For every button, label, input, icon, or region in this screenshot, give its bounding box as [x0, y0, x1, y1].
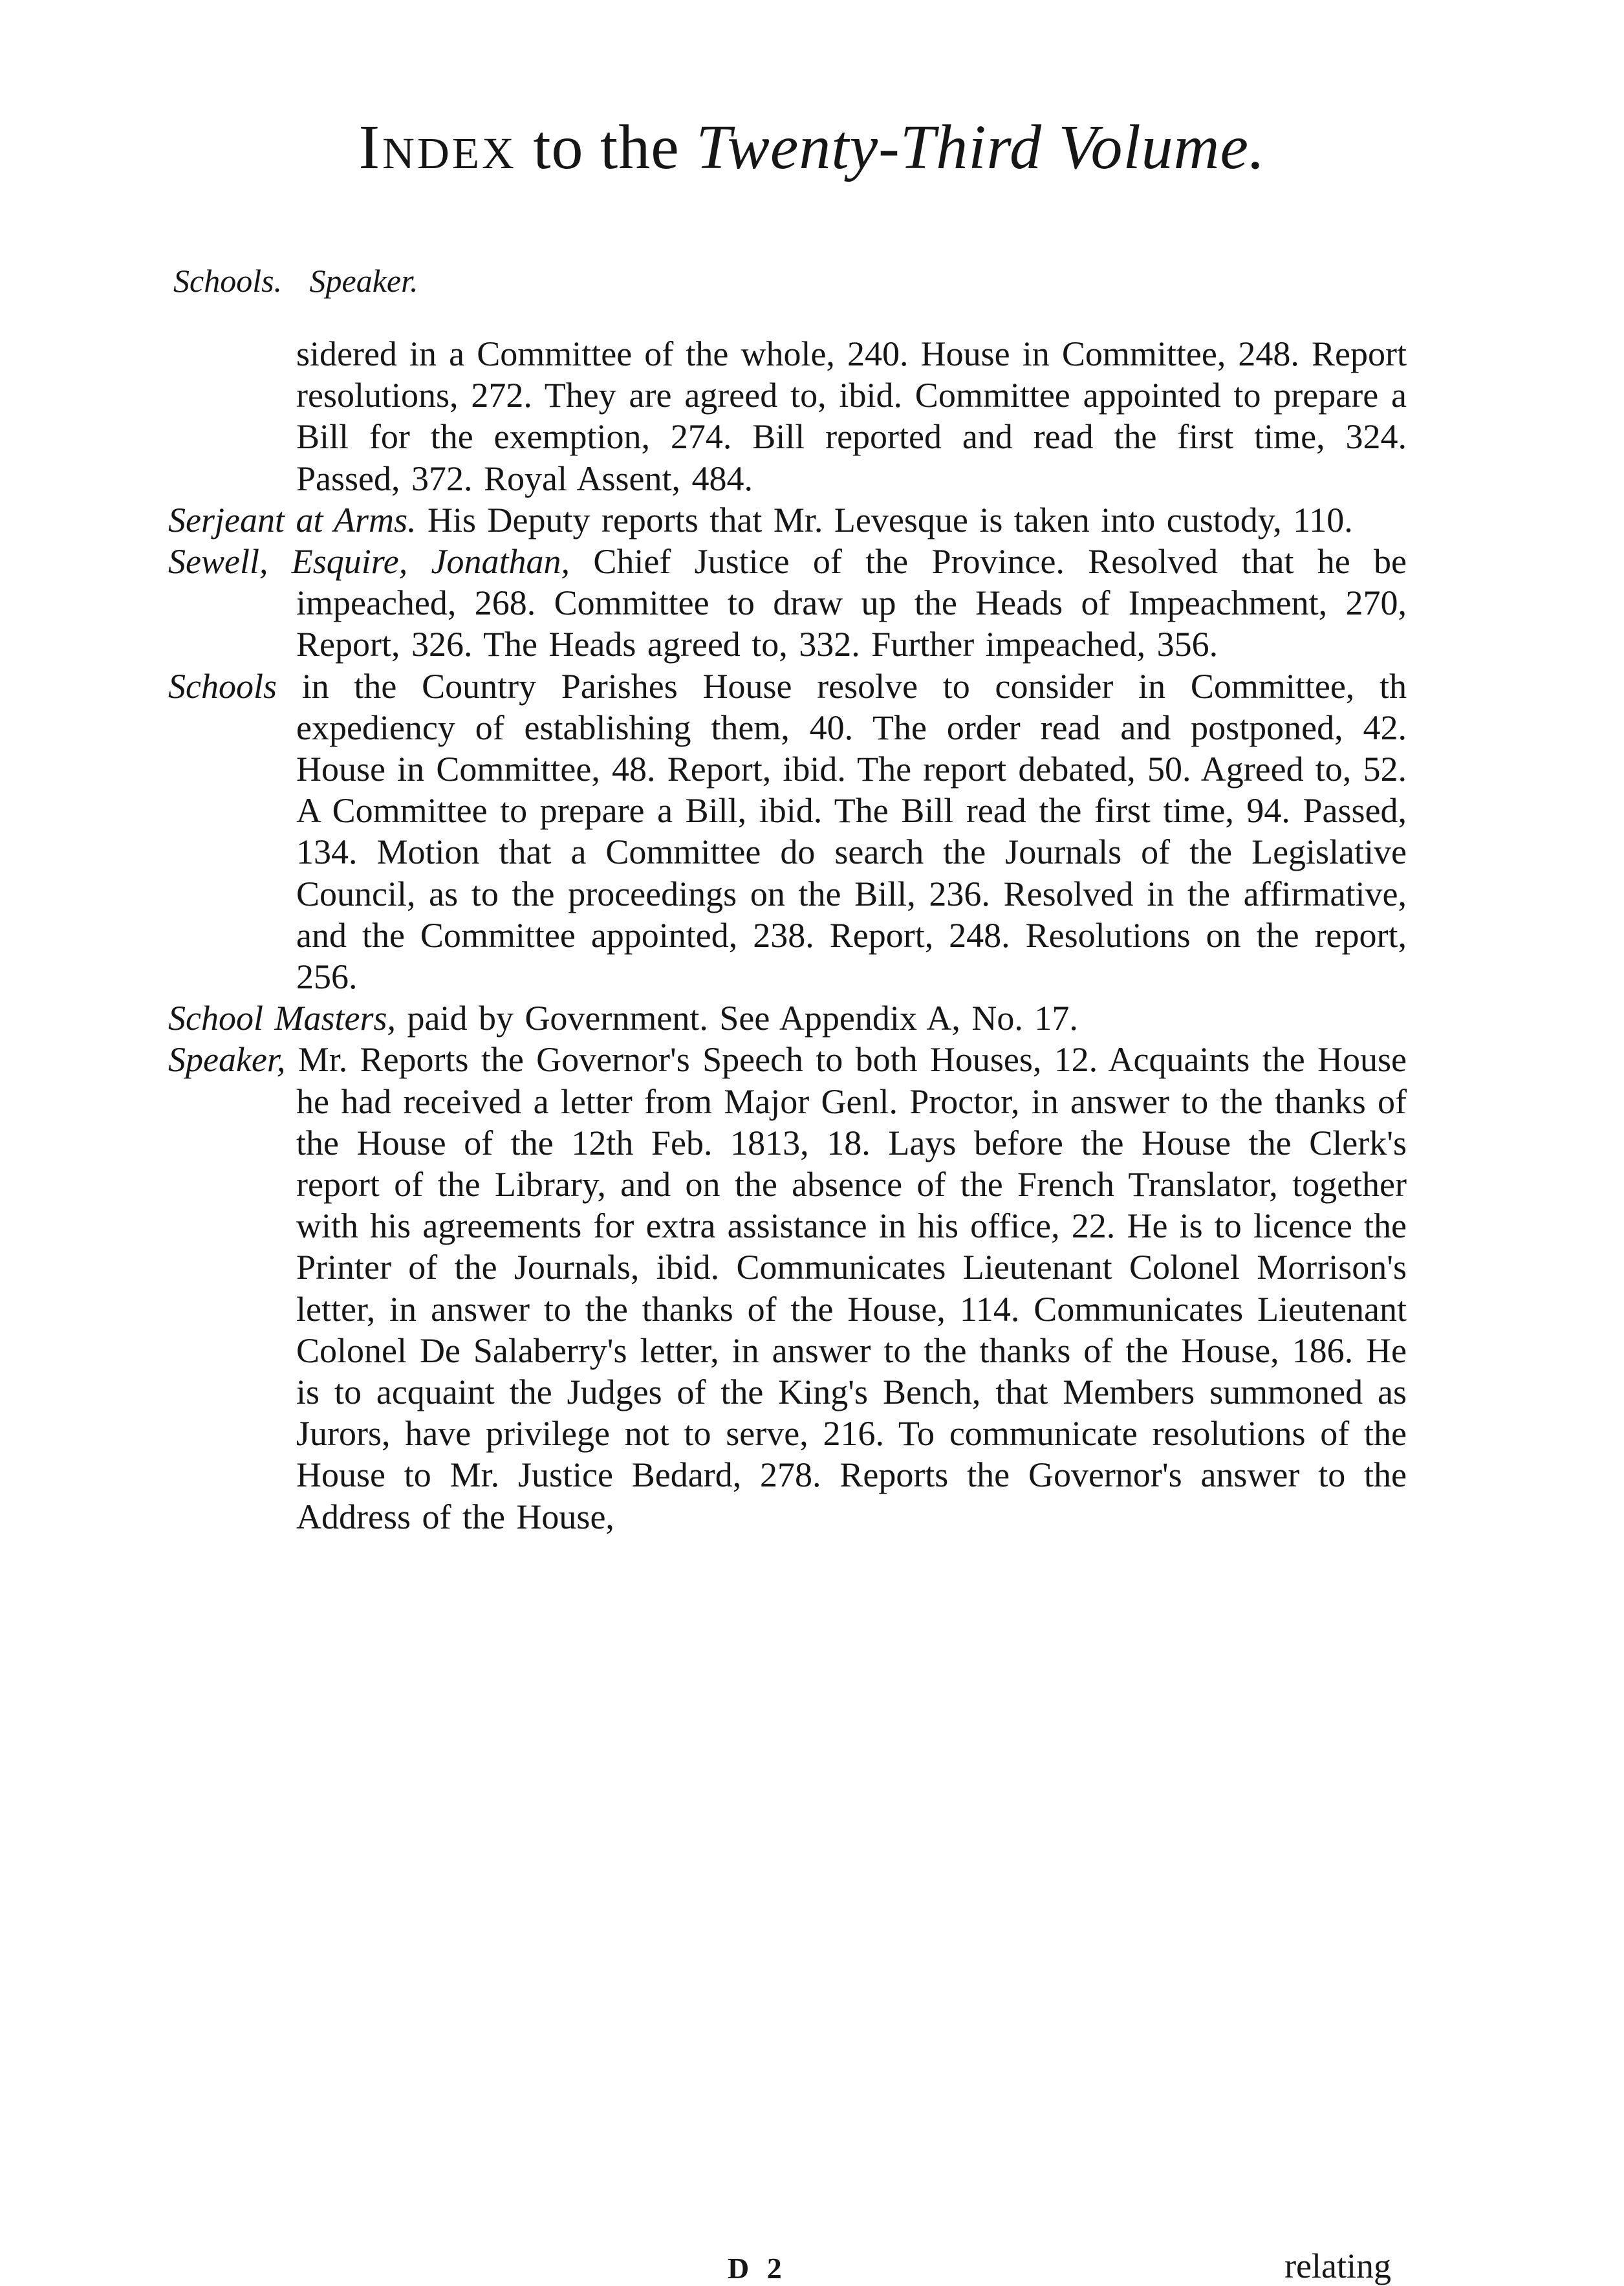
index-entry-school-masters: [168, 997, 1407, 1039]
title-index: Index: [358, 113, 517, 182]
entry-text: Chief Justice of the Province. Resolved that he be impeached, 268. Committee to draw up the Heads of Impeachment, 270, Report, 326. The Heads agreed to, 332. Further impeached, 356.: [296, 542, 1407, 664]
entry-text: His Deputy reports that Mr. Levesque is taken into custody, 110.: [428, 500, 1353, 539]
title-middle: to the: [533, 113, 680, 182]
index-entry-sewell: [168, 541, 1407, 666]
page-title: [0, 113, 1624, 183]
entry-text: in the Country Parishes House resolve to consider in Committee, th expediency of establishing them, 40. The order read and postponed, 42. House in Committee, 48. Report, ibid. The report debated, 50. Agreed to, 52. A Committee to prepare a Bill, ibid. The Bill read the first time, 94. Passed, 134. Motion that a Committee do search the Journals of the Legislative Council, as to the proceedings on the Bill, 236. Resolved in the affirmative, and the Committee appointed, 238. Report, 248. Resolutions on the report, 256.: [296, 666, 1407, 997]
entry-text: Mr. Reports the Governor's Speech to both Houses, 12. Acquaints the House he had received a letter from Major Genl. Proctor, in answer to the thanks of the House of the 12th Feb. 1813, 18. Lays before the House the Clerk's report of the Library, and on the absence of the French Translator, together with his agreements for extra assistance in his office, 22. He is to licence the Printer of the Journals, ibid. Communicates Lieutenant Colonel Morrison's letter, in answer to the thanks of the House, 114. Communicates Lieutenant Colonel De Salaberry's letter, in answer to the thanks of the House, 186. He is to acquaint the Judges of the King's Bench, that Members summoned as Jurors, have privilege not to serve, 216. To communicate resolutions of the House to Mr. Justice Bedard, 278. Reports the Governor's answer to the Address of the House,: [296, 1040, 1407, 1536]
running-head: Schools. Speaker.: [173, 263, 418, 299]
index-entry-serjeant-at-arms: [168, 499, 1407, 541]
entry-term: Serjeant at Arms.: [168, 500, 417, 539]
entry-text: paid by Government. See Appendix A, No. 17.: [407, 999, 1078, 1038]
entry-text: sidered in a Committee of the whole, 240. House in Committee, 248. Report resolutions, 272. They are agreed to, ibid. Committee appointed to prepare a Bill for the exemption, 274. Bill reported and read the first time, 324. Passed, 372. Royal Assent, 484.: [296, 334, 1407, 498]
catchword: relating: [1284, 2247, 1391, 2285]
entry-term: Speaker,: [168, 1040, 286, 1080]
entry-term: School Masters,: [168, 999, 396, 1038]
page-signature: D 2: [728, 2252, 787, 2285]
index-entry-continuation: [168, 333, 1407, 499]
index-entry-speaker: [168, 1039, 1407, 1537]
entry-term: Sewell, Esquire, Jonathan,: [168, 542, 570, 582]
index-entry-schools: [168, 666, 1407, 998]
index-body: [168, 333, 1407, 1538]
title-volume: Twenty-Third Volume.: [696, 113, 1266, 182]
entry-term: Schools: [168, 666, 277, 706]
